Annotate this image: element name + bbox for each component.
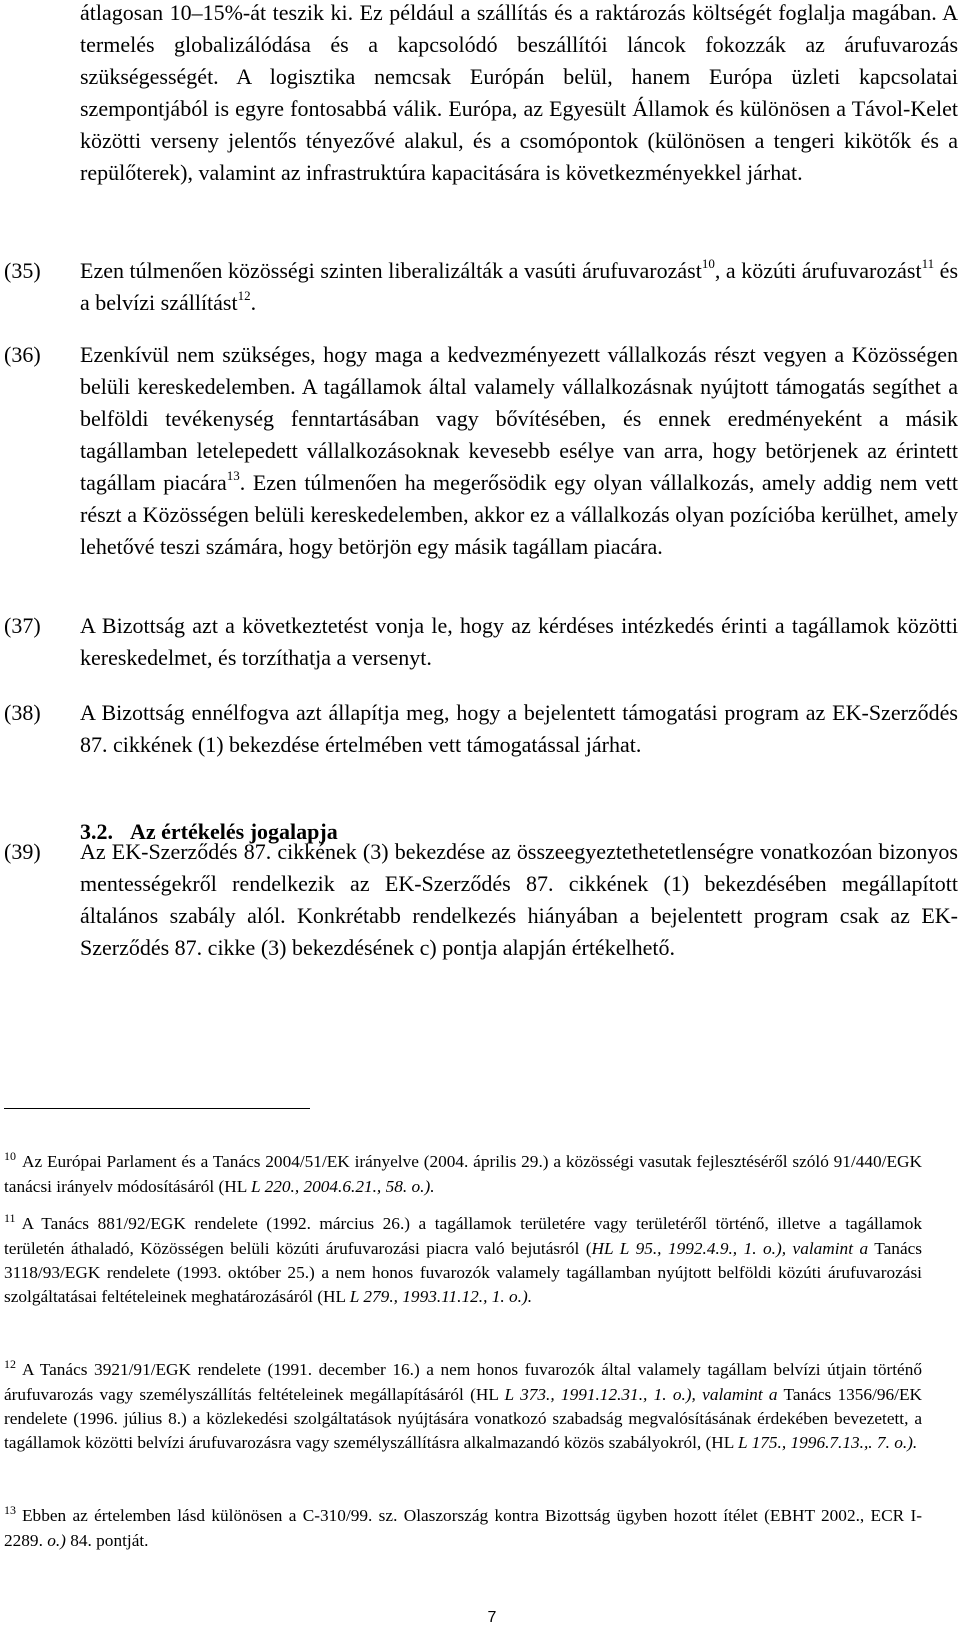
footnote-number: 11: [4, 1211, 16, 1225]
footnote-number: 13: [4, 1503, 16, 1517]
paragraph-number: (39): [4, 839, 41, 864]
footnote-number: 10: [4, 1149, 16, 1163]
footnote-10: $^{10}$ Az Európai Parlament és a Tanács 2004/51/EK irányelve (2004. április 29.) a közösségi vasutak fejlesztéséről szóló 91/440/EGK tanácsi irányelv módosításáról (HL L 220., 2004.6.21., 58. o.).: [4, 1149, 922, 1196]
paragraph-text: Az EK-Szerződés 87. cikkének (3) bekezdése az összeegyeztethetetlenségre vonatkozóan bizonyos mentességekről rendelkezik az EK-Szerződés 87. cikkének (1) bekezdésében megállapított általános szabály alól. Konkrétabb rendelkezés hiányában a bejelentett program csak az EK-Szerződés 87. cikke (3) bekezdésének c) pontja alapján értékelhető.: [80, 839, 958, 960]
section-number: 3.2.: [80, 819, 113, 844]
footnote-ref[interactable]: 11: [921, 255, 935, 271]
paragraph-35: [4, 255, 958, 319]
paragraph-number: (35): [4, 258, 41, 283]
paragraph-38: [4, 697, 958, 761]
section-title: Az értékelés jogalapja: [130, 819, 338, 844]
paragraph-number: (36): [4, 342, 41, 367]
paragraph-37: [4, 610, 958, 674]
paragraph-text: Ezen túlmenően közösségi szinten liberalizálták a vasúti árufuvarozást$^{10}$, a közúti árufuvarozást$^{11}$ és a belvízi szállítást$^{12}$.: [80, 255, 959, 315]
footnote-11: $^{11}$ A Tanács 881/92/EGK rendelete (1992. március 26.) a tagállamok területére vagy területéről történő, illetve a tagállamok területén áthaladó, Közösségen belüli közúti árufuvarozási piacra való bejutásról (HL L 95., 1992.4.9., 1. o.), valamint a Tanács 3118/93/EGK rendelete (1993. október 25.) a nem honos fuvarozók valamely tagállamban nyújtott belföldi közúti árufuvarozási szolgáltatásai feltételeinek meghatározásáról (HL L 279., 1993.11.12., 1. o.).: [4, 1211, 923, 1306]
paragraph-39: [4, 836, 958, 964]
paragraph-number: (38): [4, 700, 41, 725]
paragraph-number: (37): [4, 613, 41, 638]
footnote-12: $^{12}$ A Tanács 3921/91/EGK rendelete (1991. december 16.) a nem honos fuvarozók által valamely tagállam belvízi útjain történő árufuvarozás vagy személyszállítás feltételeinek megállapításáról (HL L 373., 1991.12.31., 1. o.), valamint a Tanács 1356/96/EK rendelete (1996. július 8.) a közlekedési szolgáltatások nyújtására vonatkozó szabadság megvalósításának érdekében bevezetett, a tagállamok közötti belvízi árufuvarozásra vagy személyszállításra alkalmazandó közös szabályokról, (HL L 175., 1996.7.13.,. 7. o.).: [4, 1357, 922, 1452]
continuation-paragraph: átlagosan 10–15%-át teszik ki. Ez például a szállítás és a raktározás költségét foglalja magában. A termelés globalizálódása és a kapcsolódó beszállítói láncok fokozzák az árufuvarozás szükségességét. A logisztika nemcsak Európán belül, hanem Európa üzleti kapcsolatai szempontjából is egyre fontosabbá válik. Európa, az Egyesült Államok és különösen a Távol-Kelet közötti verseny jelentős tényezővé alakul, és a csomópontok (különösen a tengeri kikötők és a repülőterek), valamint az infrastruktúra kapacitására is következményekkel járhat.: [80, 0, 958, 185]
paragraph-36: [4, 339, 958, 563]
footnote-13: $^{13}$ Ebben az értelemben lásd különösen a C-310/99. sz. Olaszország kontra Bizottság ügyben hozott ítélet (EBHT 2002., ECR I-2289. o.) 84. pontját.: [4, 1503, 922, 1550]
page-number: 7: [487, 1609, 497, 1626]
footnote-ref[interactable]: 10: [701, 255, 715, 271]
footnote-separator: [4, 1108, 310, 1109]
footnote-ref[interactable]: 13: [226, 467, 240, 483]
paragraph-text: A Bizottság ennélfogva azt állapítja meg, hogy a bejelentett támogatási program az EK-Szerződés 87. cikkének (1) bekezdése értelmében vett támogatással járhat.: [80, 700, 958, 757]
paragraph-text: A Bizottság azt a következtetést vonja le, hogy az kérdéses intézkedés érinti a tagállamok közötti kereskedelmet, és torzíthatja a versenyt.: [80, 613, 958, 670]
footnote-number: 12: [4, 1357, 16, 1371]
paragraph-text: Ezenkívül nem szükséges, hogy maga a kedvezményezett vállalkozás részt vegyen a Közösségen belüli kereskedelemben. A tagállamok által valamely vállalkozásnak nyújtott támogatás segíthet a belföldi tevékenység fenntartásában vagy bővítésében, és ennek eredményeként a másik tagállamban letelepedett vállalkozásoknak kevesebb esélye van arra, hogy betörjenek az érintett tagállam piacára$^{13}$. Ezen túlmenően ha megerősödik egy olyan vállalkozás, amely addig nem vett részt a Közösségen belüli kereskedelemben, akkor ez a vállalkozás olyan pozícióba kerülhet, amely lehetővé teszi számára, hogy betörjön egy másik tagállam piacára.: [80, 342, 958, 559]
footnote-ref[interactable]: 12: [237, 287, 251, 303]
